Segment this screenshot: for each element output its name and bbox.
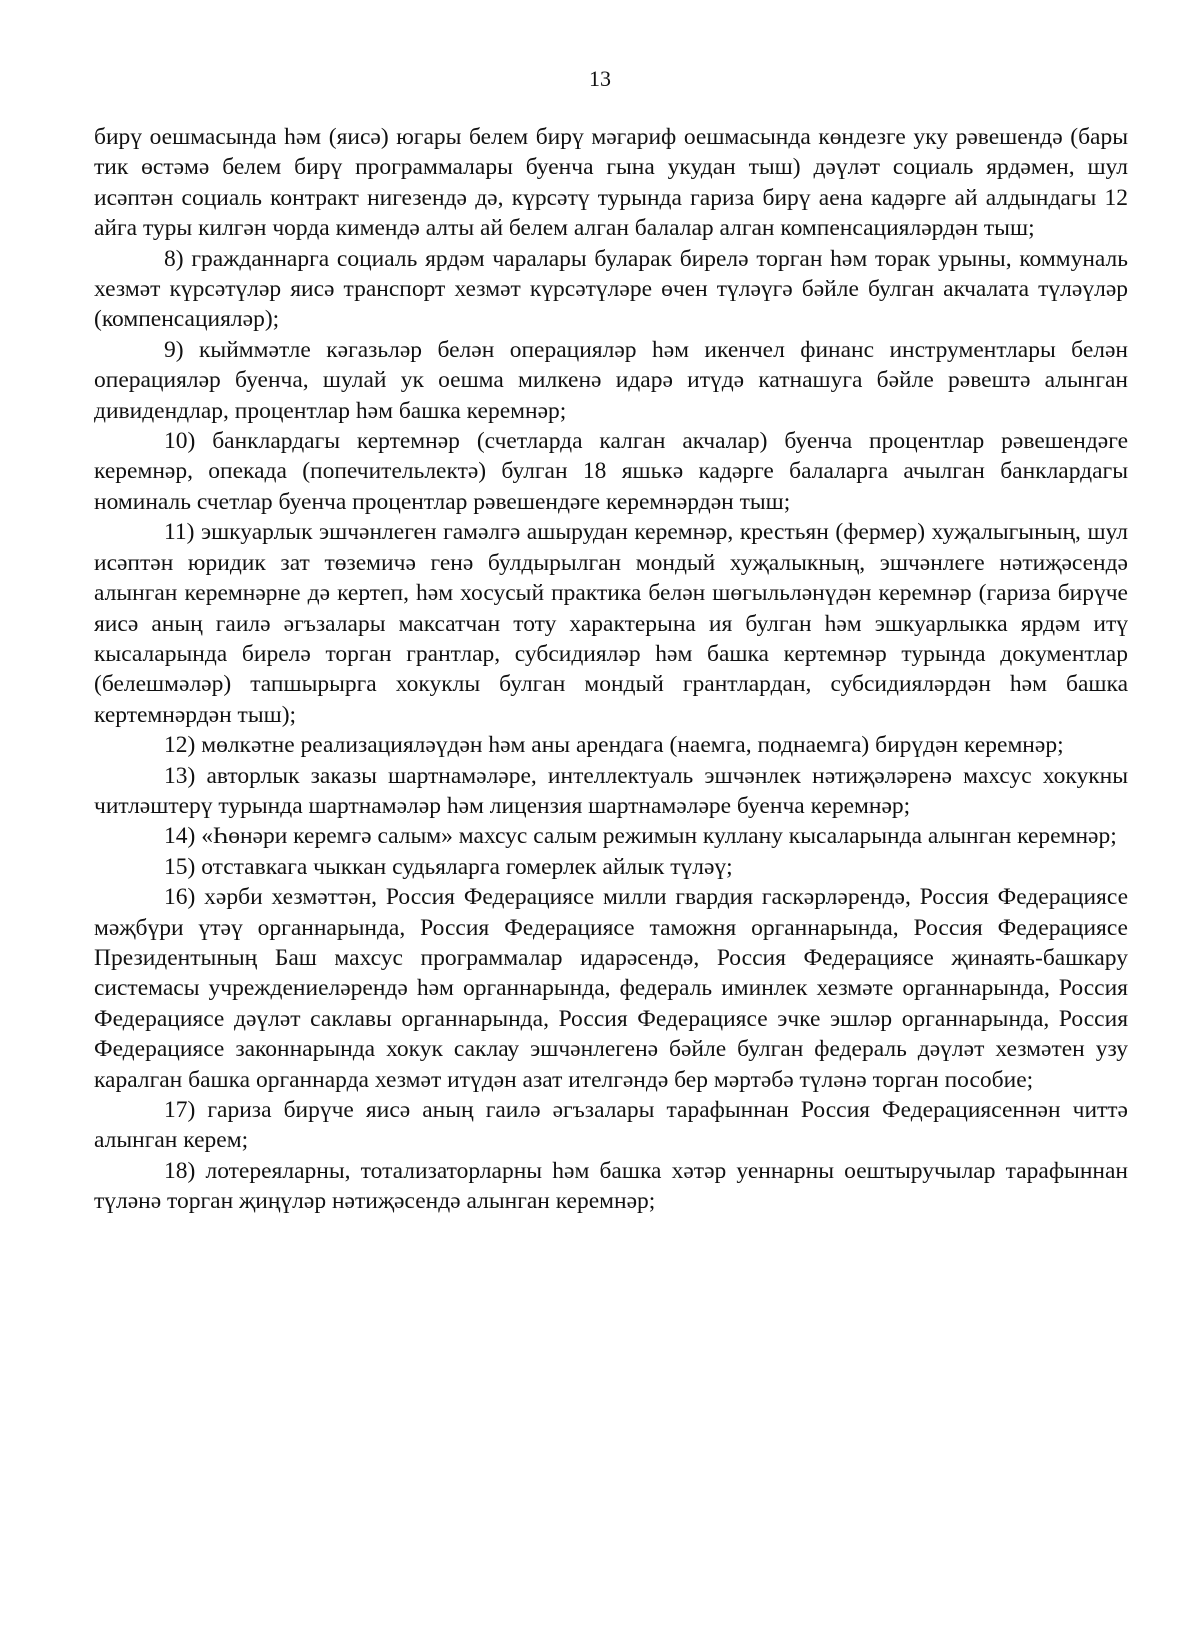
paragraph-item-14: 14) «Һөнәри керемгә салым» махсус салым режимын куллану кысаларында алынган керемнәр;	[164, 823, 1117, 850]
document-body	[94, 122, 1128, 1217]
paragraph-item-9: 9) кыйммәтле кәгазьләр белән операцияләр һәм икенчел финанс инструментлары белән операцияләр буенча, шулай ук оешма милкенә идарә итүдә катнашуга бәйле рәвештә алынган дивидендлар, процентлар һәм башка керемнәр;	[94, 336, 1128, 424]
paragraph-item-12: 12) мөлкәтне реализацияләүдән һәм аны арендага (наемга, поднаемга) бирүдән керемнәр;	[164, 732, 1064, 759]
paragraph-item-8: 8) гражданнарга социаль ярдәм чаралары буларак бирелә торган һәм торак урыны, коммуналь хезмәт күрсәтүләр яисә транспорт хезмәт күрсәтүләре өчен түләүгә бәйле булган акчалата түләүләр (компенсацияләр);	[94, 245, 1128, 333]
paragraph-continuation: бирү оешмасында һәм (яисә) югары белем бирү мәгариф оешмасында көндезге уку рәвешендә (бары тик өстәмә белем бирү программалары буенча гына укудан тыш) дәүләт социаль ярдәмен, шул исәптән социаль контракт нигезендә дә, күрсәтү турында гариза бирү аена кадәрге ай алдындагы 12 айга туры килгән чорда кимендә алты ай белем алган балалар алган компенсацияләрдән тыш;	[94, 124, 1128, 242]
paragraph-item-15: 15) отставкага чыккан судьяларга гомерлек айлык түләү;	[164, 853, 733, 880]
paragraph-item-11: 11) эшкуарлык эшчәнлеген гамәлгә ашырудан керемнәр, крестьян (фермер) хуҗалыгының, шул исәптән юридик зат төземичә генә булдырылган мондый хуҗалыкның, эшчәнлеге нәтиҗәсендә алынган керемнәрне дә кертеп, һәм хосусый практика белән шөгыльләнүдән керемнәр (гариза бирүче яисә аның гаилә әгъзалары максатчан тоту характерына ия булган һәм эшкуарлыкка ярдәм итү кысаларында бирелә торган грантлар, субсидияләр һәм башка кертемнәр турында документлар (белешмәләр) тапшырырга хокуклы булган мондый грантлардан, субсидияләрдән һәм башка кертемнәрдән тыш);	[94, 519, 1128, 728]
paragraph-item-17: 17) гариза бирүче яисә аның гаилә әгъзалары тарафыннан Россия Федерациясеннән читтә алынган керем;	[94, 1097, 1128, 1154]
page-number: 13	[589, 66, 611, 91]
paragraph-item-13: 13) авторлык заказы шартнамәләре, интеллектуаль эшчәнлек нәтиҗәләренә махсус хокукны читләштерү турында шартнамәләр һәм лицензия шартнамәләре буенча керемнәр;	[94, 762, 1128, 819]
paragraph-item-18: 18) лотереяларны, тотализаторларны һәм башка хәтәр уеннарны оештыручылар тарафыннан түләнә торган җиңүләр нәтиҗәсендә алынган керемнәр;	[94, 1157, 1128, 1215]
paragraph-item-16: 16) хәрби хезмәттән, Россия Федерациясе милли гвардия гаскәрләрендә, Россия Федерациясе мәҗбүри үтәү органнарында, Россия Федерациясе таможня органнарында, Россия Федерациясе Президентының Баш махсус программалар идарәсендә, Россия Федерациясе җинаять-башкару системасы учреждениеләрендә һәм органнарында, федераль иминлек хезмәте органнарында, Россия Федерациясе дәүләт саклавы органнарында, Россия Федерациясе эчке эшләр органнарында, Россия Федерациясе законнарында хокук саклау эшчәнлегенә бәйле булган федераль дәүләт хезмәтен узу каралган башка органнарда хезмәт итүдән азат ителгәндә бер мәртәбә түләнә торган пособие;	[94, 884, 1128, 1093]
paragraph-item-10: 10) банклардагы кертемнәр (счетларда калган акчалар) буенча процентлар рәвешендәге керемнәр, опекада (попечительлектә) булган 18 яшькә кадәрге балаларга ачылган банклардагы номиналь счетлар буенча процентлар рәвешендәге керемнәрдән тыш;	[94, 428, 1128, 515]
